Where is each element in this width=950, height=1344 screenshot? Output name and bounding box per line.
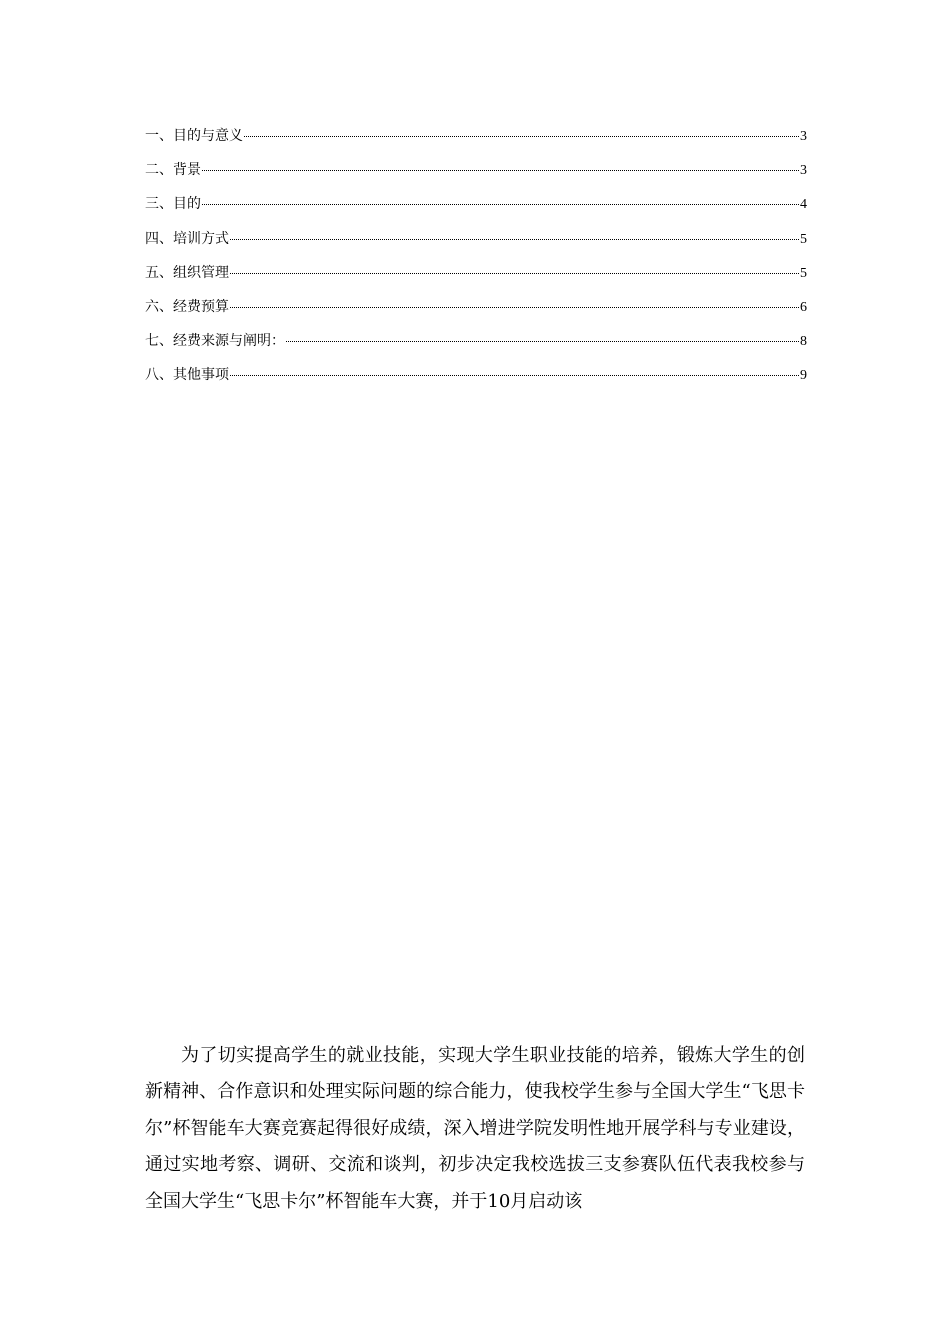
toc-dot-leader [230, 239, 799, 240]
toc-entry-title: 四、培训方式 [145, 230, 229, 247]
toc-entry-title: 一、目的与意义 [145, 128, 243, 144]
toc-page-number: 4 [800, 197, 807, 213]
toc-page-number: 3 [800, 129, 807, 144]
toc-dot-leader [230, 375, 799, 376]
toc-entry-funding-source[interactable] [145, 331, 807, 365]
toc-entry-purpose-significance[interactable] [145, 126, 807, 160]
toc-page-number: 5 [800, 265, 807, 281]
toc-dot-leader [244, 136, 799, 137]
body-paragraph: 为了切实提高学生的就业技能，实现大学生职业技能的培养，锻炼大学生的创新精神、合作意识和处理实际问题的综合能力，使我校学生参与全国大学生“飞思卡尔”杯智能车大赛竞赛起得很好成绩，深入增进学院发明性地开展学科与专业建设，通过实地考察、调研、交流和谈判，初步决定我校选拔三支参赛队伍代表我校参与全国大学生“飞思卡尔”杯智能车大赛，并于10月启动该 [145, 1045, 805, 1212]
toc-entry-training-method[interactable] [145, 229, 807, 263]
toc-entry-title: 八、其他事项 [145, 367, 229, 384]
table-of-contents [145, 126, 807, 400]
toc-entry-title: 六、经费预算 [145, 298, 229, 315]
toc-dot-leader [286, 341, 799, 342]
toc-entry-title: 二、背景 [145, 162, 201, 179]
toc-entry-background[interactable] [145, 160, 807, 194]
toc-entry-other-matters[interactable] [145, 365, 807, 399]
toc-page-number: 6 [800, 299, 807, 315]
toc-entry-organization[interactable] [145, 263, 807, 297]
toc-entry-purpose[interactable] [145, 194, 807, 228]
toc-page-number: 9 [800, 368, 807, 384]
toc-entry-title: 七、经费来源与阐明： [145, 333, 285, 350]
toc-page-number: 3 [800, 163, 807, 179]
toc-entry-budget[interactable] [145, 297, 807, 331]
toc-dot-leader [230, 307, 799, 308]
toc-entry-title: 三、目的 [145, 196, 201, 213]
toc-dot-leader [202, 204, 799, 205]
toc-page-number: 5 [800, 231, 807, 247]
toc-page-number: 8 [800, 334, 807, 350]
toc-dot-leader [230, 273, 799, 274]
toc-entry-title: 五、组织管理 [145, 264, 229, 281]
toc-dot-leader [202, 170, 799, 171]
